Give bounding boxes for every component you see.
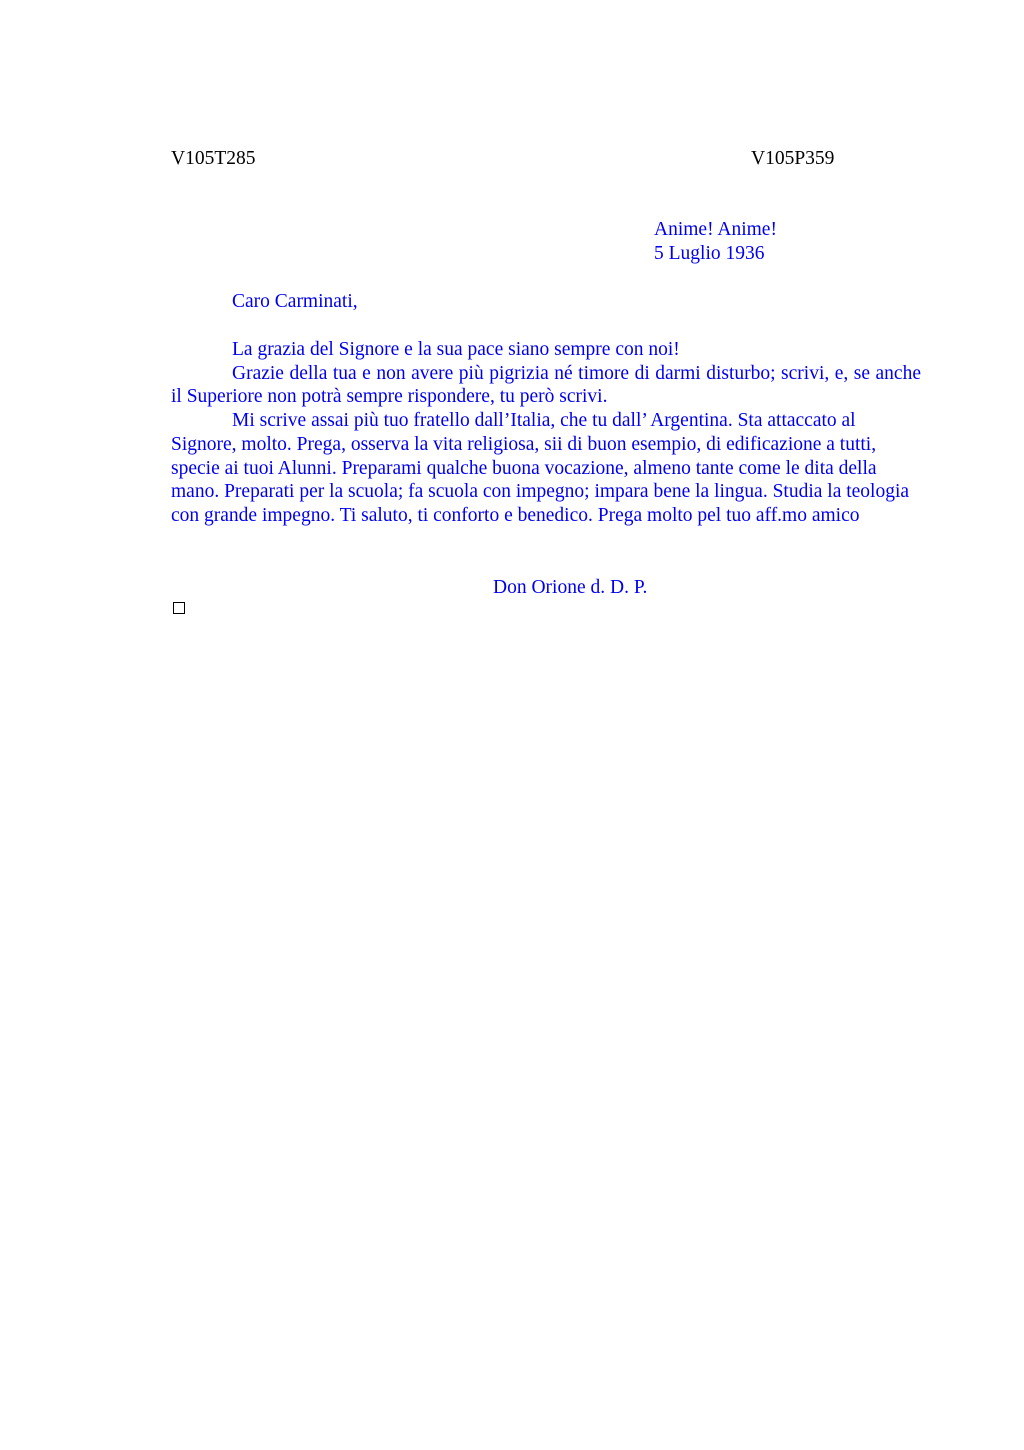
letter-date: 5 Luglio 1936: [654, 242, 765, 264]
body-paragraph: Mi scrive assai più tuo fratello dall’Italia, che tu dall’ Argentina. Sta attaccato al Signore, molto. Prega, osserva la vita religiosa, sii di buon esempio, di edificazione a tutti, specie ai tuoi Alunni. Preparami qualche buona vocazione, almeno tante come le dita della mano. Preparati per la scuola; fa scuola con impegno; impara bene la lingua. Studia la teologia con grande impegno. Ti saluto, ti conforto e benedico. Prega molto pel tuo aff.mo amico: [171, 410, 910, 526]
reference-code-right: V105P359: [751, 148, 835, 169]
reference-code-left: V105T285: [171, 148, 256, 169]
letter-heading: [654, 218, 777, 265]
letter-body: [171, 338, 921, 528]
motto: Anime! Anime!: [654, 219, 777, 240]
signature: Don Orione d. D. P.: [493, 577, 648, 598]
salutation: Caro Carminati,: [232, 291, 358, 312]
body-paragraph: La grazia del Signore e la sua pace siano sempre con noi!: [232, 339, 680, 360]
square-marker-icon: [173, 602, 185, 614]
body-paragraph: Grazie della tua e non avere più pigrizia né timore di darmi disturbo; scrivi, e, se anche il Superiore non potrà sempre rispondere, tu però scrivi.: [171, 362, 921, 408]
